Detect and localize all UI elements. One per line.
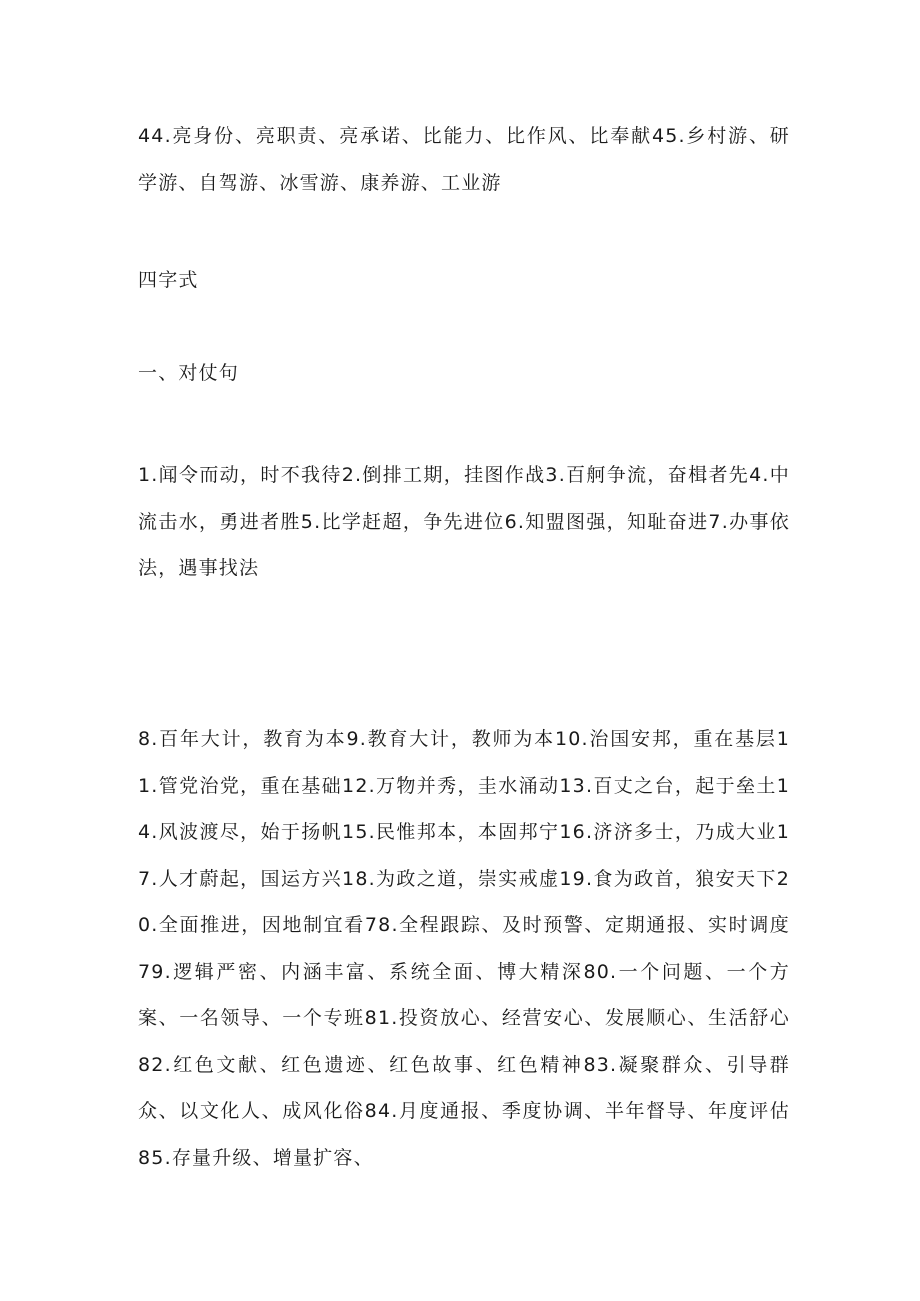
section-heading-four-char: 四字式 [138,269,199,291]
paragraph-items-1-7: 1.闻令而动，时不我待2.倒排工期，挂图作战3.百舸争流，奋楫者先4.中流击水，勇进者胜5.比学赶超，争先进位6.知盟图强，知耻奋进7.办事依法，遇事找法 [138,464,790,579]
paragraph-items-44-45: 44.亮身份、亮职责、亮承诺、比能力、比作风、比奉献45.乡村游、研学游、自驾游、冰雪游、康养游、工业游 [138,125,790,194]
paragraph-items-8-85: 8.百年大计，教育为本9.教育大计，教师为本10.治国安邦，重在基层11.管党治党，重在基础12.万物并秀，圭水涌动13.百丈之台，起于垒土14.风波渡尽，始于扬帆15.民惟邦本，本固邦宁16.济济多士，乃成大业17.人才蔚起，国运方兴18.为政之道，崇实戒虚19.食为政首，狼安天下20.全面推进，因地制宜看78.全程跟踪、及时预警、定期通报、实时调度79.逻辑严密、内涵丰富、系统全面、博大精深80.一个问题、一个方案、一名领导、一个专班81.投资放心、经营安心、发展顺心、生活舒心82.红色文献、红色遗迹、红色故事、红色精神83.凝聚群众、引导群众、以文化人、成风化俗84.月度通报、季度协调、半年督导、年度评估85.存量升级、增量扩容、 [138,728,790,1169]
section-heading-antithesis: 一、对仗句 [138,362,240,384]
